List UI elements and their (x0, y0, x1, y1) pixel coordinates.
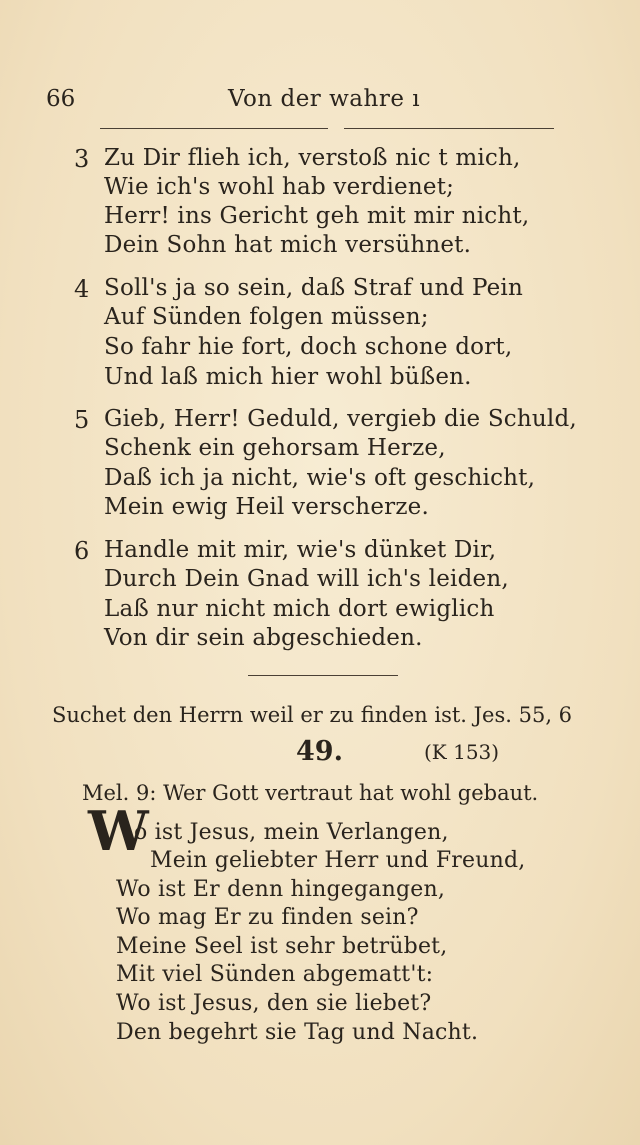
verse-line: Mein ewig Heil verscherze. (104, 494, 429, 520)
hymn-line: Wo ist Er denn hingegangen, (116, 877, 446, 902)
page-number: 66 (46, 86, 76, 112)
hymn-line: o ist Jesus, mein Verlangen, (134, 820, 449, 845)
melody-line: Mel. 9: Wer Gott vertraut hat wohl gebaut. (82, 781, 539, 805)
verse-number: 4 (74, 275, 90, 303)
verse-line: So fahr hie fort, doch schone dort, (104, 334, 513, 360)
verse-line: Zu Dir flieh ich, verstoß nic t mich, (104, 145, 521, 171)
hymn-number: 49. (296, 736, 343, 767)
hymn-line: Mein geliebter Herr und Freund, (150, 848, 526, 873)
drop-cap: W (88, 799, 149, 863)
hymn-line: Den begehrt sie Tag und Nacht. (116, 1020, 479, 1045)
hymn-reference: (K 153) (424, 740, 500, 764)
epigraph: Suchet den Herrn weil er zu finden ist. Jes. 55, 6 (52, 703, 573, 727)
verse-number: 6 (74, 537, 90, 565)
verse-line: Und laß mich hier wohl büßen. (104, 364, 472, 390)
verse-line: Laß nur nicht mich dort ewiglich (104, 596, 495, 622)
section-divider (248, 675, 398, 676)
verse-line: Handle mit mir, wie's dünket Dir, (104, 537, 497, 563)
hymn-line: Mit viel Sünden abgematt't: (116, 962, 434, 987)
verse-line: Wie ich's wohl hab verdienet; (104, 174, 455, 200)
hymn-line: Wo mag Er zu finden sein? (116, 905, 419, 930)
verse-line: Soll's ja so sein, daß Straf und Pein (104, 275, 523, 301)
hymn-line: Wo ist Jesus, den sie liebet? (116, 991, 432, 1016)
verse-number: 3 (74, 145, 90, 173)
verse-line: Herr! ins Gericht geh mit mir nicht, (104, 203, 530, 229)
verse-line: Von dir sein abgeschieden. (104, 625, 423, 651)
hymn-line: Meine Seel ist sehr betrübet, (116, 934, 448, 959)
verse-line: Schenk ein gehorsam Herze, (104, 435, 446, 461)
verse-line: Auf Sünden folgen müssen; (104, 304, 429, 330)
verse-line: Daß ich ja nicht, wie's oft geschicht, (104, 465, 536, 491)
running-title: Von der wahre ı (228, 86, 421, 112)
verse-line: Dein Sohn hat mich versühnet. (104, 232, 472, 258)
verse-line: Durch Dein Gnad will ich's leiden, (104, 566, 509, 592)
header-rule-right (344, 128, 554, 129)
header-rule-left (100, 128, 328, 129)
verse-number: 5 (74, 406, 90, 434)
verse-line: Gieb, Herr! Geduld, vergieb die Schuld, (104, 406, 577, 432)
